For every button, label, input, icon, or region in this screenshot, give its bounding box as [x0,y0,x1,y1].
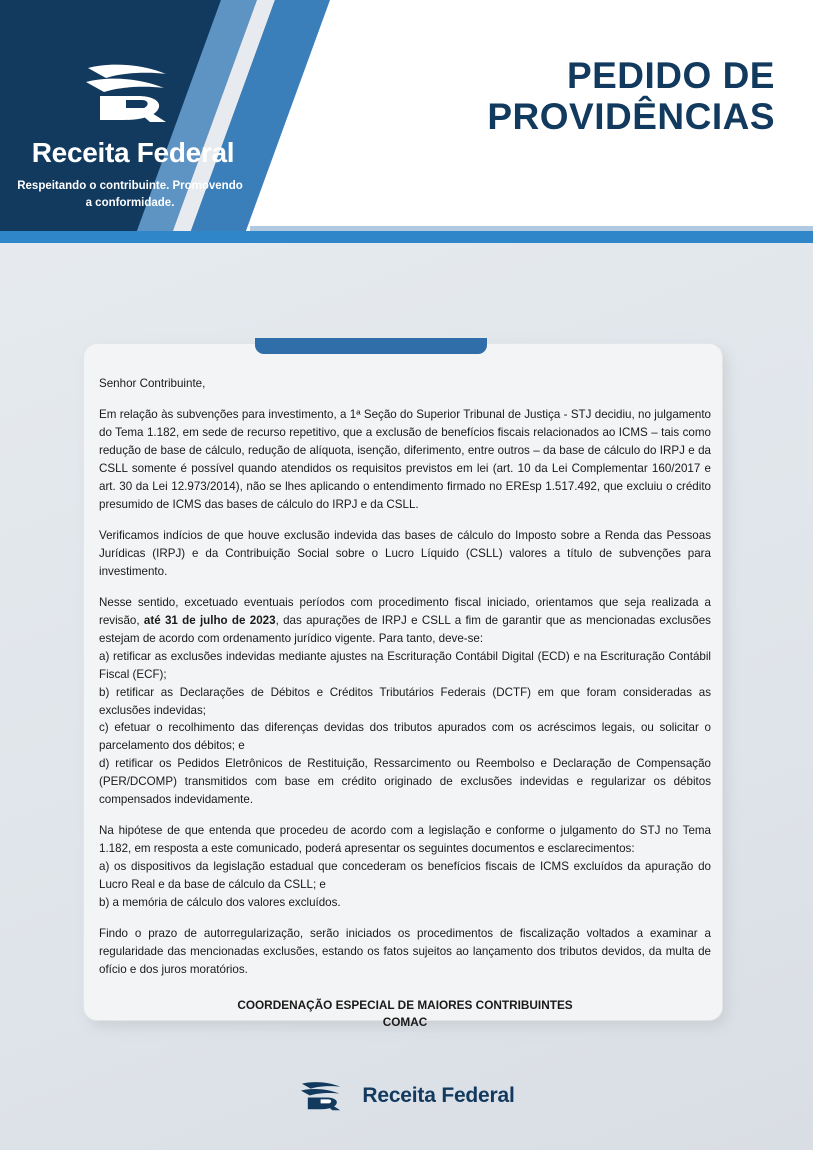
list-item-b: b) retificar as Declarações de Débitos e Créditos Tributários Federais (DCTF) em que foram consideradas as exclusões indevidas; [99,685,711,717]
document-header [0,0,813,243]
paragraph-2: Verificamos indícios de que houve exclusão indevida das bases de cálculo do Imposto sobre a Renda das Pessoas Jurídicas (IRPJ) e da Contribuição Social sobre o Lucro Líquido (CSLL) valores a título de subvenções para investimento. [99,528,711,578]
signature-block [99,997,711,1031]
document-body [99,375,711,1031]
list-item-d: d) retificar os Pedidos Eletrônicos de Restituição, Ressarcimento ou Reembolso e Declaração de Compensação (PER/DCOMP) transmitidos com base em crédito originado de exclusões indevidas e regularizar os débitos compensados indevidamente. [99,757,711,807]
list-item-b2: b) a memória de cálculo dos valores excluídos. [99,896,341,910]
page-title-line1: PEDIDO DE [566,55,775,96]
brand-slogan-line1: Respeitando o contribuinte. Promovendo [17,180,243,192]
brand-logo-text: Receita Federal [31,137,235,168]
header-accent-strip [0,231,813,243]
paragraph-3-pre: Nesse sentido, excetuado eventuais períodos com procedimento fiscal iniciado, orientamos que seja realizada a revisão, [99,595,711,627]
brand-logo [18,62,248,169]
signature-line-2: COMAC [382,1015,428,1030]
content-card-tab [255,338,487,354]
list-item-a2: a) os dispositivos da legislação estadual que concederam os benefícios fiscais de ICMS excluídos da apuração do Lucro Real e da base de cálculo da CSLL; e [99,860,711,892]
paragraph-3-post: , das apurações de IRPJ e CSLL a fim de garantir que as mencionadas exclusões estejam de acordo com ordenamento jurídico vigente. Para tanto, deve-se: [99,613,711,645]
paragraph-1: Em relação às subvenções para investimento, a 1ª Seção do Superior Tribunal de Justiça - STJ decidiu, no julgamento do Tema 1.182, em sede de recurso repetitivo, que a exclusão de benefícios fiscais relacionados ao ICMS – tais como redução de base de cálculo, redução de alíquota, isenção, diferimento, entre outros – da base de cálculo do IRPJ e da CSLL somente é possível quando atendidos os requisitos previstos em lei (art. 10 da Lei Complementar 160/2017 e art. 30 da Lei 12.973/2014), não se lhes aplicando o entendimento firmado no EREsp 1.517.492, que excluiu o crédito presumido de ICMS das bases de cálculo do IRPJ e da CSLL. [99,407,711,511]
receita-federal-emblem-icon [80,62,190,124]
list-item-c: c) efetuar o recolhimento das diferenças devidas dos tributos apurados com os acréscimos legais, ou solicitar o parcelamento dos débitos; e [99,721,711,753]
list-item-a: a) retificar as exclusões indevidas mediante ajustes na Escrituração Contábil Digital (ECD) e na Escrituração Contábil Fiscal (ECF); [99,649,711,681]
paragraph-3-deadline: até 31 de julho de 2023 [143,613,276,627]
greeting-text: Senhor Contribuinte, [99,377,206,390]
paragraph-3 [99,594,711,648]
footer-logo [0,1080,813,1117]
receita-federal-emblem-icon [298,1080,352,1112]
brand-slogan [10,178,250,211]
footer-logo-text: Receita Federal [362,1084,515,1107]
signature-line-1: COORDENAÇÃO ESPECIAL DE MAIORES CONTRIBUINTES [237,998,573,1013]
page-title [487,55,775,138]
paragraph-4: Na hipótese de que entenda que procedeu de acordo com a legislação e conforme o julgamento do STJ no Tema 1.182, em resposta a este comunicado, poderá apresentar os seguintes documentos e esclarecimentos: [99,824,711,856]
paragraph-5: Findo o prazo de autorregularização, serão iniciados os procedimentos de fiscalização voltados a examinar a regularidade das mencionadas exclusões, estando os fatos sujeitos ao lançamento dos tributos devidos, da multa de ofício e dos juros moratórios. [99,927,711,977]
page-title-line2: PROVIDÊNCIAS [487,96,775,138]
brand-slogan-line2: a conformidade. [85,196,175,209]
